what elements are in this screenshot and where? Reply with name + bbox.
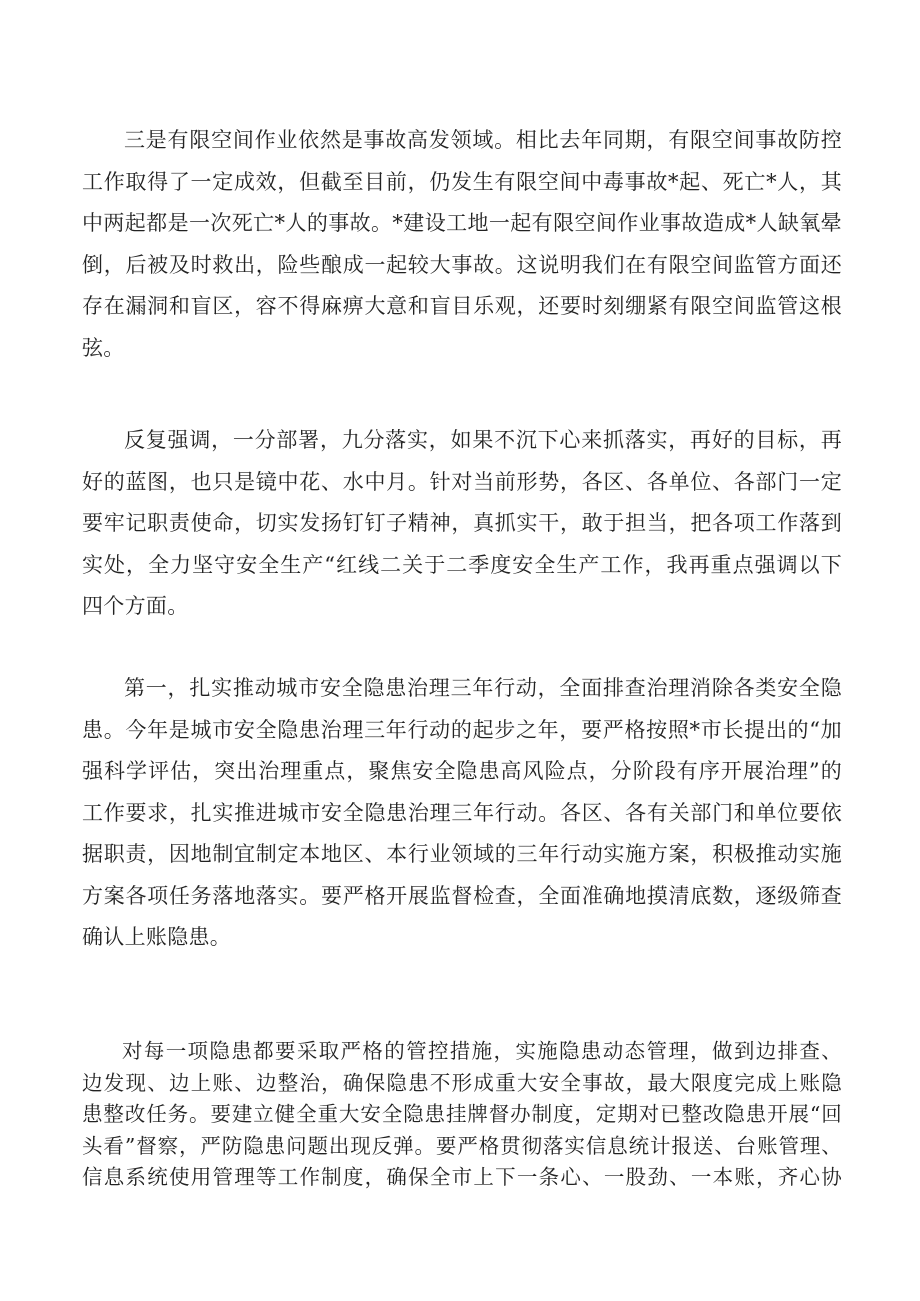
- text-line: 工作要求，扎实推进城市安全隐患治理三年行动。各区、各有关部门和单位要依: [82, 800, 842, 825]
- paragraph-emphasis: [82, 420, 842, 628]
- text-line: 强科学评估，突出治理重点，聚焦安全隐患高风险点，分阶段有序开展治理”的: [82, 759, 842, 783]
- text-line: 头看”督察，严防隐患问题出现反弹。要严格贯彻落实信息统计报送、台账管理、: [82, 1133, 842, 1158]
- text-line: 信息系统使用管理等工作制度，确保全市上下一条心、一股劲、一本账，齐心协: [82, 1165, 842, 1189]
- text-line: 工作取得了一定成效，但截至目前，仍发生有限空间中毒事故*起、死亡*人，其: [82, 169, 842, 194]
- text-line: 存在漏洞和盲区，容不得麻痹大意和盲目乐观，还要时刻绷紧有限空间监管这根: [82, 294, 842, 318]
- text-line: 好的蓝图，也只是镜中花、水中月。针对当前形势，各区、各单位、各部门一定: [82, 469, 842, 494]
- text-line: 弦。: [82, 335, 125, 360]
- text-line: 患。今年是城市安全隐患治理三年行动的起步之年，要严格按照*市长提出的“加: [82, 717, 842, 742]
- text-line: 据职责，因地制宜制定本地区、本行业领域的三年行动实施方案，积极推动实施: [82, 842, 842, 866]
- text-line: 反复强调，一分部署，九分落实，如果不沉下心来抓落实，再好的目标，再: [124, 428, 842, 452]
- text-line: 确认上账隐患。: [82, 925, 232, 949]
- text-line: 实处，全力坚守安全生产“红线二关于二季度安全生产工作，我再重点强调以下: [82, 552, 842, 577]
- text-line: 三是有限空间作业依然是事故高发领域。相比去年同期，有限空间事故防控: [124, 128, 842, 152]
- text-line: 要牢记职责使命，切实发扬钉钉子精神，真抓实干，敢于担当，把各项工作落到: [82, 511, 842, 535]
- text-line: 方案各项任务落地落实。要严格开展监督检查，全面准确地摸清底数，逐级筛查: [82, 883, 842, 908]
- paragraph-hazard-control: [82, 1036, 842, 1194]
- paragraph-first-point: [82, 668, 842, 959]
- text-line: 倒，后被及时救出，险些酿成一起较大事故。这说明我们在有限空间监管方面还: [82, 252, 842, 277]
- text-line: 边发现、边上账、边整治，确保隐患不形成重大安全事故，最大限度完成上账隐: [82, 1070, 842, 1095]
- text-line: 第一，扎实推动城市安全隐患治理三年行动，全面排查治理消除各类安全隐: [124, 676, 842, 700]
- text-line: 中两起都是一次死亡*人的事故。*建设工地一起有限空间作业事故造成*人缺氧晕: [82, 211, 842, 235]
- text-line: 对每一项隐患都要采取严格的管控措施，实施隐患动态管理，做到边排查、: [122, 1039, 842, 1063]
- paragraph-confined-space: [82, 120, 842, 369]
- text-line: 四个方面。: [82, 594, 189, 618]
- text-line: 患整改任务。要建立健全重大安全隐患挂牌督办制度，定期对已整改隐患开展“回: [82, 1102, 842, 1126]
